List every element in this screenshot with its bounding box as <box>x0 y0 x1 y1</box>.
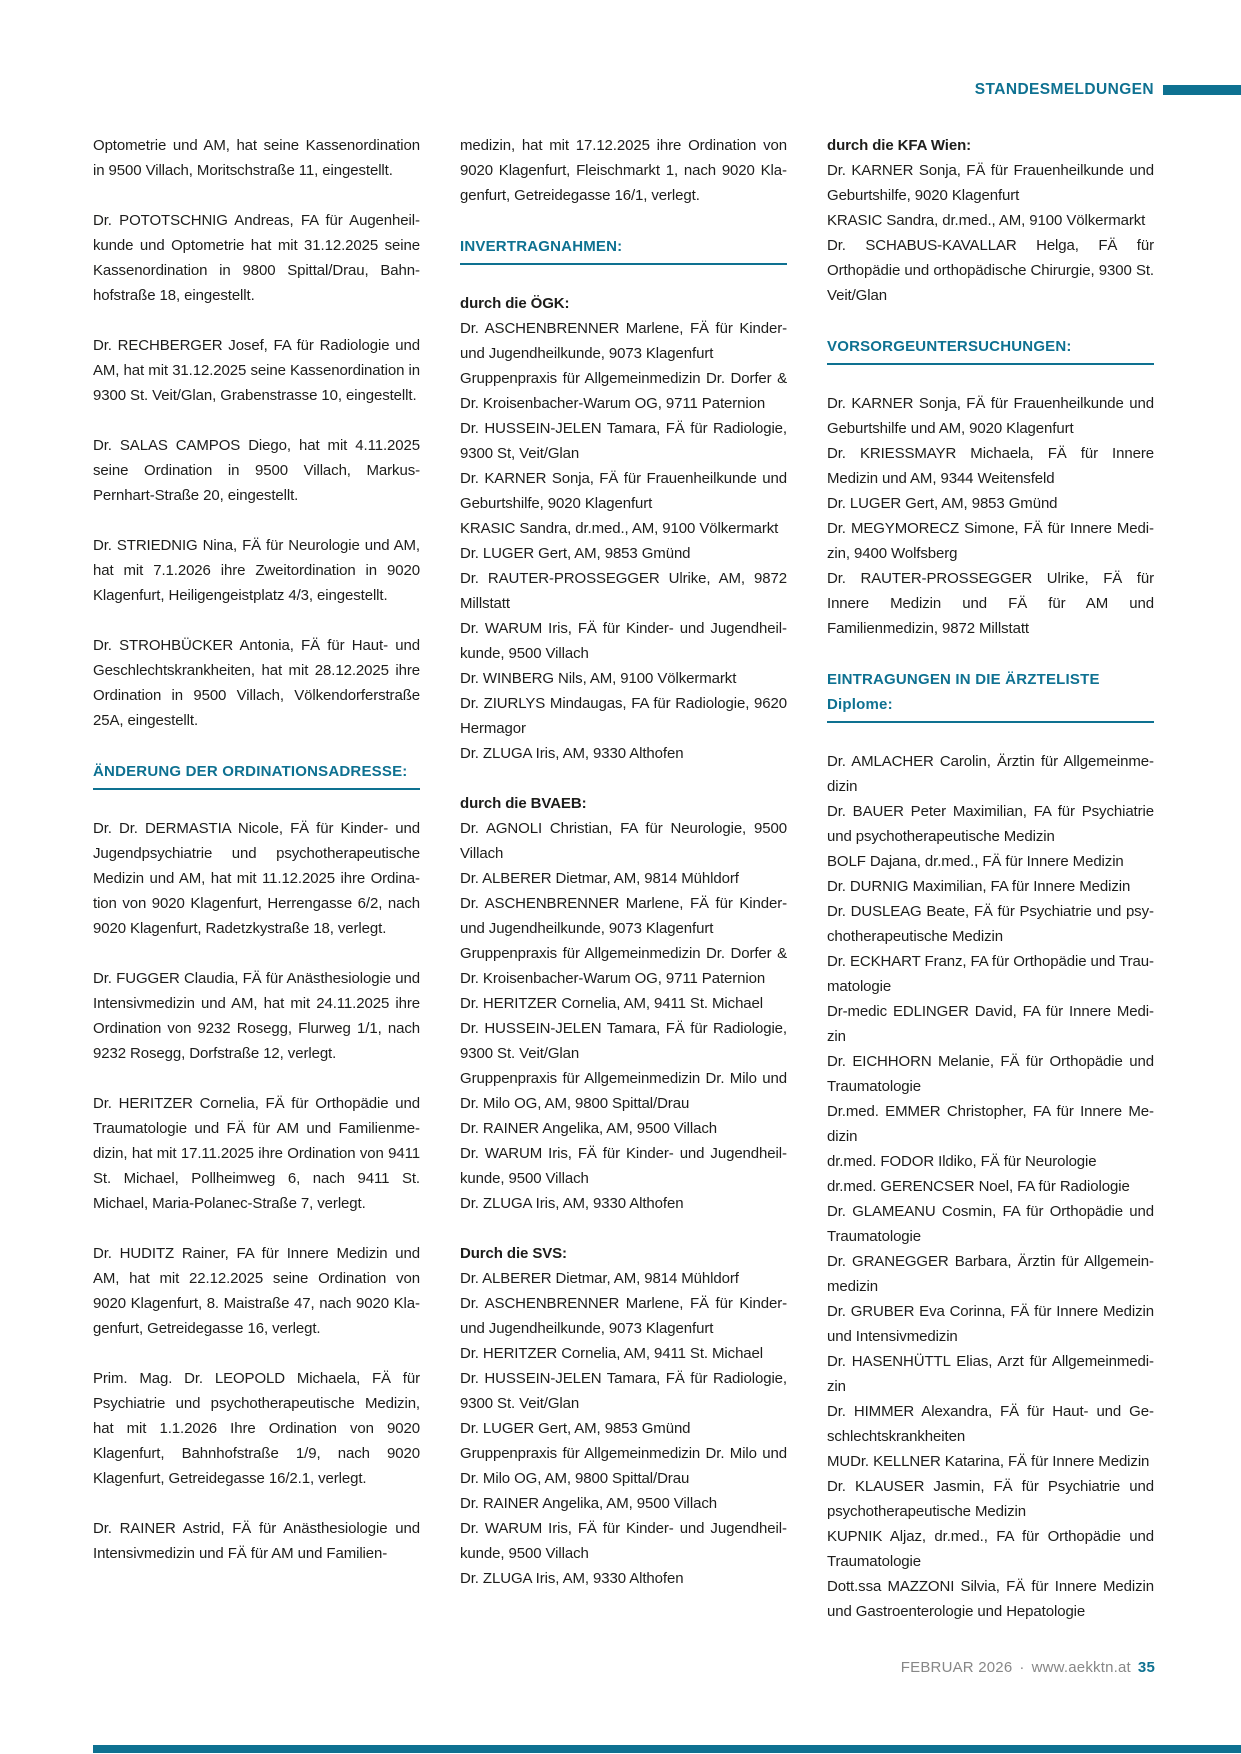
relocation-paragraph: Dr. HERITZER Cornelia, FÄ für Orthopädie und Traumatologie und FÄ für AM und Familienmedizin, hat mit 17.11.2025 ihre Ordination von 9411 St. Michael, Pollheimweg 6, nach 9411 St. Michael, Maria-Polanec-Straße 7, verlegt. <box>93 1095 420 1212</box>
list-entry: dr.med. GERENCSER Noel, FA für Radiologie <box>827 1178 1130 1195</box>
list-entry: Dr. KARNER Sonja, FÄ für Frauenheilkunde und Geburtshilfe und AM, 9020 Klagenfurt <box>827 395 1154 437</box>
insurer-group-title: durch die BVAEB: <box>460 795 587 812</box>
list-entry: Dr. HASENHÜTTL Elias, Arzt für Allgemeinmedizin <box>827 1353 1154 1395</box>
footer-issue: FEBRUAR 2026 <box>900 1659 1013 1676</box>
list-entry: Dr. HERITZER Cornelia, AM, 9411 St. Michael <box>460 1345 764 1362</box>
list-entry: Dr. ASCHENBRENNER Marlene, FÄ für Kinder- und Jugendheilkunde, 9073 Klagenfurt <box>460 1295 787 1337</box>
closure-paragraph: Dr. STROHBÜCKER Antonia, FÄ für Haut- und Geschlechtskrankheiten, hat mit 28.12.2025 ihre Ordination in 9500 Villach, Völkendorferstraße 25A, eingestellt. <box>93 637 420 729</box>
footer-page-number: 35 <box>1137 1659 1155 1676</box>
list-entry: Dr. ZLUGA Iris, AM, 9330 Althofen <box>460 1195 684 1212</box>
closure-paragraph: Dr. POTOTSCHNIG Andreas, FA für Augenheilkunde und Optometrie hat mit 31.12.2025 seine Kassenordination in 9800 Spittal/Drau, Bahnhofstraße 18, eingestellt. <box>93 212 420 304</box>
three-column-content <box>93 133 1154 1624</box>
list-entry: Dr. MEGYMORECZ Simone, FÄ für Innere Medizin, 9400 Wolfsberg <box>827 520 1154 562</box>
relocation-paragraph: Prim. Mag. Dr. LEOPOLD Michaela, FÄ für Psychiatrie und psychotherapeutische Medizin, hat mit 1.1.2026 Ihre Ordination von 9020 Klagenfurt, Bahnhofstraße 1/9, nach 9020 Klagenfurt, Getreidegasse 16/2.1, verlegt. <box>93 1370 420 1487</box>
list-entry: Dr. ECKHART Franz, FA für Orthopädie und Traumatologie <box>827 953 1154 995</box>
list-entry: Dr. ALBERER Dietmar, AM, 9814 Mühldorf <box>460 870 739 887</box>
insurer-group-title: durch die KFA Wien: <box>827 137 972 154</box>
list-entry: Gruppenpraxis für Allgemeinmedizin Dr. Milo und Dr. Milo OG, AM, 9800 Spittal/Drau <box>460 1445 787 1487</box>
page-title: STANDESMELDUNGEN <box>974 81 1154 98</box>
list-entry: Dr. RAUTER-PROSSEGGER Ulrike, AM, 9872 Millstatt <box>460 570 787 612</box>
section-heading-screenings: VORSORGEUNTERSUCHUNGEN: <box>827 334 1154 365</box>
list-entry: Dr. ZLUGA Iris, AM, 9330 Althofen <box>460 745 684 762</box>
column-3 <box>827 133 1154 1624</box>
list-entry: Dr-medic EDLINGER David, FA für Innere Medizin <box>827 1003 1154 1045</box>
list-entry: Dr. RAUTER-PROSSEGGER Ulrike, FÄ für Innere Medizin und FÄ für AM und Familienmedizin, 9872 Millstatt <box>827 570 1154 637</box>
header-accent-bar <box>1163 85 1241 95</box>
list-entry: Dr. HIMMER Alexandra, FÄ für Haut- und Geschlechtskrankheiten <box>827 1403 1154 1445</box>
insurer-group-kfa-wien <box>827 133 1154 308</box>
list-entry: KUPNIK Aljaz, dr.med., FA für Orthopädie und Traumatologie <box>827 1528 1154 1570</box>
list-entry: Dr. SCHABUS-KAVALLAR Helga, FÄ für Orthopädie und orthopädische Chirurgie, 9300 St. Veit/Glan <box>827 237 1154 304</box>
list-entry: Dr. GRANEGGER Barbara, Ärztin für Allgemeinmedizin <box>827 1253 1154 1295</box>
list-entry: Dr. AGNOLI Christian, FA für Neurologie, 9500 Villach <box>460 820 787 862</box>
list-entry: Dr. LUGER Gert, AM, 9853 Gmünd <box>460 545 691 562</box>
list-entry: Dott.ssa MAZZONI Silvia, FÄ für Innere Medizin und Gastroenterologie und Hepatologie <box>827 1578 1154 1620</box>
insurer-group-title: durch die ÖGK: <box>460 295 570 312</box>
list-entry: Dr. AMLACHER Carolin, Ärztin für Allgemeinmedizin <box>827 753 1154 795</box>
relocation-paragraph: Dr. RAINER Astrid, FÄ für Anästhesiologie und Intensivmedizin und FÄ für AM und Familien- <box>93 1520 420 1562</box>
list-entry: KRASIC Sandra, dr.med., AM, 9100 Völkermarkt <box>827 212 1146 229</box>
relocation-paragraph: Dr. HUDITZ Rainer, FA für Innere Medizin und AM, hat mit 22.12.2025 seine Ordination von 9020 Klagenfurt, 8. Maistraße 47, nach 9020 Klagenfurt, Getreidegasse 16, verlegt. <box>93 1245 420 1337</box>
list-entry: Dr. HUSSEIN-JELEN Tamara, FÄ für Radiologie, 9300 St. Veit/Glan <box>460 1370 787 1412</box>
list-entry: Dr. RAINER Angelika, AM, 9500 Villach <box>460 1120 717 1137</box>
list-entry: Gruppenpraxis für Allgemeinmedizin Dr. Milo und Dr. Milo OG, AM, 9800 Spittal/Drau <box>460 1070 787 1112</box>
closure-paragraph: Dr. RECHBERGER Josef, FA für Radiologie und AM, hat mit 31.12.2025 seine Kassenordination in 9300 St. Veit/Glan, Grabenstrasse 10, eingestellt. <box>93 337 420 404</box>
list-entry: Dr. HERITZER Cornelia, AM, 9411 St. Michael <box>460 995 764 1012</box>
list-entry: Dr. GLAMEANU Cosmin, FA für Orthopädie und Traumatologie <box>827 1203 1154 1245</box>
list-entry: Gruppenpraxis für Allgemeinmedizin Dr. Dorfer & Dr. Kroisenbacher-Warum OG, 9711 Paternion <box>460 945 787 987</box>
bottom-accent-bar <box>93 1745 1241 1753</box>
insurer-group-bvaeb <box>460 791 787 1216</box>
list-entry: Dr. KLAUSER Jasmin, FÄ für Psychiatrie und psychotherapeutische Medizin <box>827 1478 1154 1520</box>
list-entry: Dr. KRIESSMAYR Michaela, FÄ für Innere Medizin und AM, 9344 Weitensfeld <box>827 445 1154 487</box>
list-entry: KRASIC Sandra, dr.med., AM, 9100 Völkermarkt <box>460 520 779 537</box>
insurer-group-oegk <box>460 291 787 766</box>
list-entry: Dr.med. EMMER Christopher, FA für Innere Medizin <box>827 1103 1154 1145</box>
closure-paragraph: Dr. STRIEDNIG Nina, FÄ für Neurologie und AM, hat mit 7.1.2026 ihre Zweitordination in 9020 Klagenfurt, Heiligengeistplatz 4/3, eingestellt. <box>93 537 420 604</box>
list-entry: Dr. ASCHENBRENNER Marlene, FÄ für Kinder- und Jugendheilkunde, 9073 Klagenfurt <box>460 895 787 937</box>
section-heading-contracts: INVERTRAGNAHMEN: <box>460 234 787 265</box>
list-entry: dr.med. FODOR Ildiko, FÄ für Neurologie <box>827 1153 1097 1170</box>
list-entry: Dr. BAUER Peter Maximilian, FA für Psychiatrie und psychotherapeutische Medizin <box>827 803 1154 845</box>
closure-paragraph: Optometrie und AM, hat seine Kassenordination in 9500 Villach, Moritschstraße 11, eingestellt. <box>93 137 420 179</box>
list-entry: Dr. WINBERG Nils, AM, 9100 Völkermarkt <box>460 670 737 687</box>
relocation-paragraph-continued: medizin, hat mit 17.12.2025 ihre Ordination von 9020 Klagenfurt, Fleischmarkt 1, nach 9020 Klagenfurt, Getreidegasse 16/1, verlegt. <box>460 137 787 204</box>
list-entry: Dr. GRUBER Eva Corinna, FÄ für Innere Medizin und Intensivmedizin <box>827 1303 1154 1345</box>
column-2 <box>460 133 787 1624</box>
list-entry: Dr. ASCHENBRENNER Marlene, FÄ für Kinder- und Jugendheilkunde, 9073 Klagenfurt <box>460 320 787 362</box>
list-entry: Dr. KARNER Sonja, FÄ für Frauenheilkunde und Geburtshilfe, 9020 Klagenfurt <box>460 470 787 512</box>
page-header <box>0 82 1241 97</box>
list-entry: Dr. DURNIG Maximilian, FA für Innere Medizin <box>827 878 1131 895</box>
list-entry: Dr. KARNER Sonja, FÄ für Frauenheilkunde und Geburtshilfe, 9020 Klagenfurt <box>827 162 1154 204</box>
footer-separator-dot: · <box>1019 1659 1025 1676</box>
list-entry: Dr. HUSSEIN-JELEN Tamara, FÄ für Radiologie, 9300 St, Veit/Glan <box>460 420 787 462</box>
footer-website: www.aekktn.at <box>1031 1659 1131 1676</box>
column-1 <box>93 133 420 1624</box>
list-entry: Dr. RAINER Angelika, AM, 9500 Villach <box>460 1495 717 1512</box>
list-entry: Dr. LUGER Gert, AM, 9853 Gmünd <box>827 495 1058 512</box>
list-entry: BOLF Dajana, dr.med., FÄ für Innere Medizin <box>827 853 1124 870</box>
relocation-paragraph: Dr. Dr. DERMASTIA Nicole, FÄ für Kinder- und Jugendpsychiatrie und psychotherapeutische Medizin und AM, hat mit 11.12.2025 ihre Ordination von 9020 Klagenfurt, Herrengasse 6/2, nach 9020 Klagenfurt, Radetzkystraße 18, verlegt. <box>93 820 420 937</box>
list-entry: Dr. ZIURLYS Mindaugas, FA für Radiologie, 9620 Hermagor <box>460 695 787 737</box>
list-entry: MUDr. KELLNER Katarina, FÄ für Innere Medizin <box>827 1453 1150 1470</box>
insurer-group-svs <box>460 1241 787 1591</box>
section-heading-address-change: ÄNDERUNG DER ORDINATIONSADRESSE: <box>93 759 420 790</box>
closure-paragraph: Dr. SALAS CAMPOS Diego, hat mit 4.11.2025 seine Ordination in 9500 Villach, Markus-Pernhart-Straße 20, eingestellt. <box>93 437 420 504</box>
list-entry: Dr. LUGER Gert, AM, 9853 Gmünd <box>460 1420 691 1437</box>
list-entry: Dr. ALBERER Dietmar, AM, 9814 Mühldorf <box>460 1270 739 1287</box>
list-entry: Dr. WARUM Iris, FÄ für Kinder- und Jugendheilkunde, 9500 Villach <box>460 1520 787 1562</box>
section-heading-registry: EINTRAGUNGEN IN DIE ÄRZTELISTE Diplome: <box>827 667 1154 723</box>
insurer-group-title: Durch die SVS: <box>460 1245 567 1262</box>
list-entry: Dr. HUSSEIN-JELEN Tamara, FÄ für Radiologie, 9300 St. Veit/Glan <box>460 1020 787 1062</box>
relocation-paragraph: Dr. FUGGER Claudia, FÄ für Anästhesiologie und Intensivmedizin und AM, hat mit 24.11.2025 ihre Ordination von 9232 Rosegg, Flurweg 1/1, nach 9232 Rosegg, Dorfstraße 12, verlegt. <box>93 970 420 1062</box>
list-entry: Dr. DUSLEAG Beate, FÄ für Psychiatrie und psychotherapeutische Medizin <box>827 903 1154 945</box>
list-entry: Dr. ZLUGA Iris, AM, 9330 Althofen <box>460 1570 684 1587</box>
list-entry: Dr. EICHHORN Melanie, FÄ für Orthopädie und Traumatologie <box>827 1053 1154 1095</box>
list-entry: Gruppenpraxis für Allgemeinmedizin Dr. Dorfer & Dr. Kroisenbacher-Warum OG, 9711 Paternion <box>460 370 787 412</box>
list-entry: Dr. WARUM Iris, FÄ für Kinder- und Jugendheilkunde, 9500 Villach <box>460 620 787 662</box>
page-footer <box>901 1655 1155 1680</box>
list-entry: Dr. WARUM Iris, FÄ für Kinder- und Jugendheilkunde, 9500 Villach <box>460 1145 787 1187</box>
